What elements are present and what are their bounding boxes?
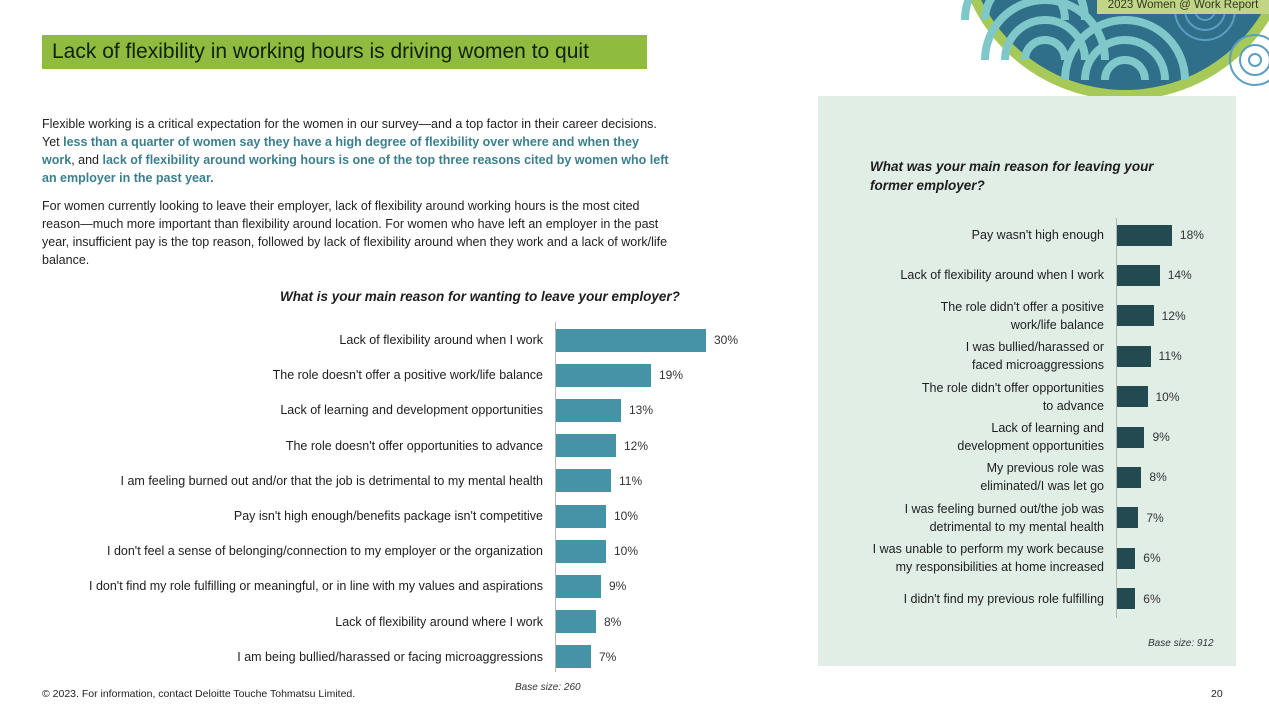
value-label: 10% <box>1155 389 1180 404</box>
data-bar <box>1117 225 1172 246</box>
category-label-line: Lack of learning and development opportunities <box>280 403 543 418</box>
category-label-line: work/life balance <box>1010 317 1104 332</box>
category-label <box>834 419 1104 455</box>
data-bar <box>556 505 606 528</box>
data-bar <box>1117 467 1141 488</box>
footer-copyright: © 2023. For information, contact Deloitte Touche Tohmatsu Limited. <box>42 688 356 700</box>
category-label-line: I don't find my role fulfilling or meaningful, or in line with my values and aspirations <box>89 579 543 594</box>
value-label: 18% <box>1179 228 1204 242</box>
category-label <box>23 331 543 349</box>
intro-text <box>42 115 672 279</box>
data-bar <box>556 399 621 422</box>
value-label: 9% <box>609 579 627 594</box>
category-label-line: I am feeling burned out and/or that the job is detrimental to my mental health <box>120 473 543 488</box>
right-chart-title: What was your main reason for leaving your former employer? <box>870 159 1154 193</box>
value-label: 10% <box>614 544 639 559</box>
category-label-line: Pay isn't high enough/benefits package isn't competitive <box>233 509 543 523</box>
value-label: 30% <box>714 333 739 347</box>
value-label: 11% <box>1158 349 1182 364</box>
intro-paragraph-2: For women currently looking to leave their employer, lack of flexibility around working hours is the most cited reason—much more important than flexibility around location. For women who have left an employer in the past year, insufficient pay is the top reason, followed by lack of flexibility around when they work and a lack of work/life balance. <box>42 199 668 267</box>
value-label: 10% <box>614 509 639 523</box>
category-label-line: detrimental to my mental health <box>929 519 1104 534</box>
category-label <box>23 472 543 490</box>
data-bar <box>556 610 596 633</box>
data-bar <box>1117 588 1135 609</box>
data-bar <box>556 329 706 352</box>
category-label <box>23 401 543 419</box>
data-bar <box>1117 548 1135 569</box>
category-label-line: my responsibilities at home increased <box>895 560 1104 575</box>
value-label: 13% <box>629 403 654 418</box>
data-bar <box>556 434 616 457</box>
category-label-line: I was bullied/harassed or <box>965 340 1104 355</box>
data-bar <box>1117 507 1138 528</box>
intro-highlight-1: less than a quarter of women say they have a high degree of flexibility over where and when they work <box>42 135 639 167</box>
category-label-line: Lack of flexibility around when I work <box>339 333 543 347</box>
category-label-line: Lack of learning and <box>991 421 1104 435</box>
value-label: 14% <box>1167 268 1192 283</box>
category-label <box>23 542 543 560</box>
category-label-line: The role doesn't offer opportunities to advance <box>285 438 543 453</box>
category-label-line: development opportunities <box>957 439 1104 453</box>
category-label-line: to advance <box>1042 398 1104 413</box>
data-bar <box>1117 386 1148 407</box>
intro-highlight-2: lack of flexibility around working hours is one of the top three reasons cited by women who left an employer in the past year. <box>42 153 669 185</box>
category-label-line: The role didn't offer a positive <box>940 299 1104 314</box>
category-label <box>23 366 543 384</box>
category-label <box>834 266 1104 284</box>
category-label <box>834 338 1104 374</box>
value-label: 6% <box>1143 591 1161 606</box>
data-bar <box>1117 265 1160 286</box>
category-label <box>23 613 543 631</box>
category-label <box>834 500 1104 536</box>
decorative-circle-art <box>955 0 1269 100</box>
data-bar <box>556 540 606 563</box>
category-label-line: Lack of flexibility around when I work <box>900 268 1104 283</box>
category-label <box>23 507 543 525</box>
category-label-line: Lack of flexibility around where I work <box>335 614 543 629</box>
data-bar <box>1117 346 1151 367</box>
category-label-line: The role doesn't offer a positive work/life balance <box>272 368 543 383</box>
value-label: 12% <box>1161 308 1186 323</box>
value-label: 7% <box>1146 510 1164 525</box>
category-label-line: I am being bullied/harassed or facing microaggressions <box>237 649 543 664</box>
value-label: 11% <box>619 473 643 488</box>
page-number: 20 <box>1211 688 1223 700</box>
data-bar <box>556 575 601 598</box>
category-label-line: Pay wasn't high enough <box>971 228 1104 242</box>
value-label: 12% <box>624 438 649 453</box>
data-bar <box>556 364 651 387</box>
report-name-tag: 2023 Women @ Work Report <box>1097 0 1269 14</box>
value-label: 7% <box>599 649 617 664</box>
value-label: 6% <box>1143 551 1161 566</box>
category-label-line: faced microaggressions <box>971 358 1104 373</box>
data-bar <box>556 469 611 492</box>
category-label-line: The role didn't offer opportunities <box>921 380 1104 395</box>
category-label <box>834 459 1104 495</box>
category-label <box>23 577 543 595</box>
left-chart-base-size: Base size: 260 <box>515 682 581 693</box>
left-chart-title: What is your main reason for wanting to leave your employer? <box>280 289 680 304</box>
value-label: 8% <box>604 614 622 629</box>
category-label-line: I didn't find my previous role fulfilling <box>903 591 1104 606</box>
right-chart-base-size: Base size: 912 <box>1148 638 1214 649</box>
category-label-line: I was unable to perform my work because <box>872 542 1104 557</box>
intro-p1-text-a: Flexible working is a critical expectation for the women in our survey—and a top factor in their career decisions. Yet <box>42 117 657 149</box>
category-label <box>834 590 1104 608</box>
category-label-line: eliminated/I was let go <box>980 479 1104 494</box>
value-label: 8% <box>1149 470 1167 485</box>
data-bar <box>1117 427 1144 448</box>
value-label: 19% <box>659 368 684 383</box>
category-label <box>834 379 1104 415</box>
category-label <box>834 540 1104 576</box>
category-label <box>23 437 543 455</box>
data-bar <box>556 645 591 668</box>
category-label-line: My previous role was <box>986 461 1104 476</box>
category-label <box>23 648 543 666</box>
intro-p1-text-b: , and <box>71 153 103 167</box>
value-label: 9% <box>1152 430 1170 444</box>
category-label-line: I don't feel a sense of belonging/connection to my employer or the organization <box>107 544 543 559</box>
category-label-line: I was feeling burned out/the job was <box>904 501 1104 516</box>
category-label <box>834 226 1104 244</box>
page-title: Lack of flexibility in working hours is driving women to quit <box>42 35 647 69</box>
category-label <box>834 298 1104 334</box>
intro-paragraph-1 <box>42 115 672 187</box>
data-bar <box>1117 305 1154 326</box>
